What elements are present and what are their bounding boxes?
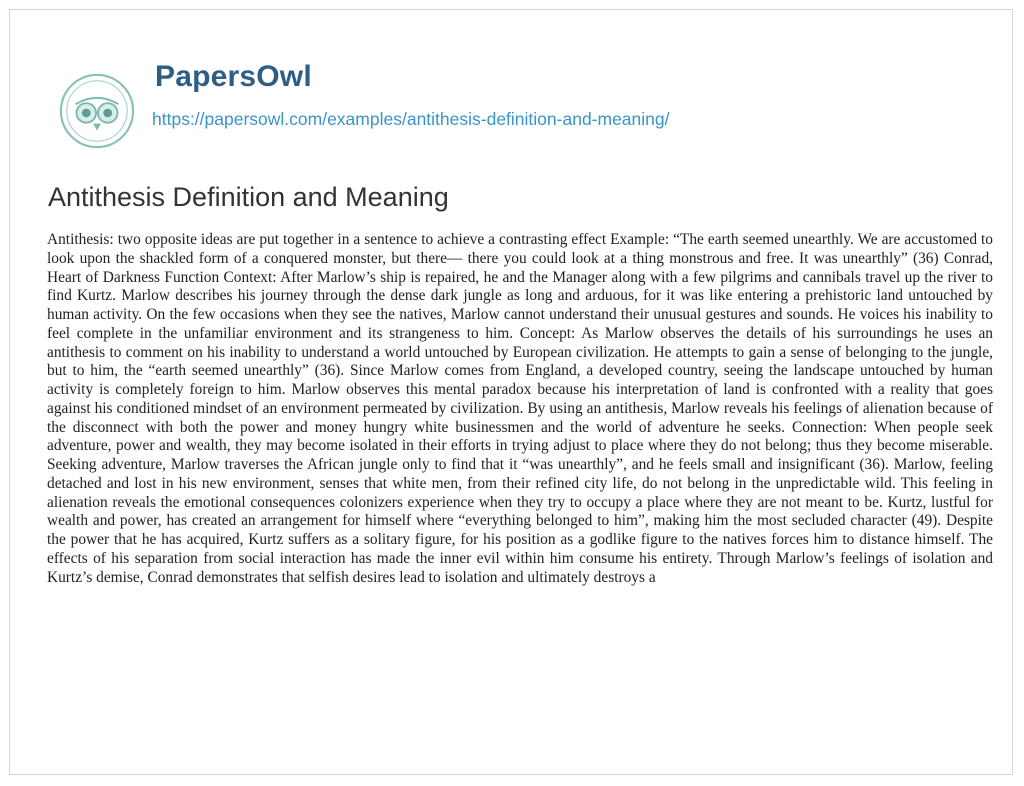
brand-name: PapersOwl (155, 60, 312, 93)
header (48, 62, 948, 142)
essay-body-text: Antithesis: two opposite ideas are put together in a sentence to achieve a contrasting effect Example: “The earth seemed unearthly. We are accustomed to look upon the shackled form of a conquered monster, but there— there you could look at a thing monstrous and free. It was unearthly” (36) Conrad, Heart of Darkness Function Context: After Marlow’s ship is repaired, he and the Manager along with a few pilgrims and cannibals travel up the river to find Kurtz. Marlow describes his journey through the dense dark jungle as long and arduous, for it was like entering a prehistoric land untouched by human activity. On the few occasions when they see the natives, Marlow cannot understand their unusual gestures and sounds. He voices his inability to feel complete in the unfamiliar environment and its strangeness to him. Concept: As Marlow observes the details of his surroundings he uses an antithesis to comment on his inability to understand a world untouched by European civilization. He attempts to gain a sense of belonging to the jungle, but to him, the “earth seemed unearthly” (36). Since Marlow comes from England, a developed country, seeing the landscape untouched by human activity is completely foreign to him. Marlow observes this mental paradox because his interpretation of land is confronted with a reality that goes against his conditioned mindset of an environment permeated by civilization. By using an antithesis, Marlow reveals his feelings of alienation because of the disconnect with both the power and money hungry white businessmen and the world of adventure he seeks. Connection: When people seek adventure, power and wealth, they may become isolated in their efforts in trying adjust to place where they do not belong; thus they become miserable. Seeking adventure, Marlow traverses the African jungle only to find that it “was unearthly”, and he feels small and insignificant (36). Marlow, feeling detached and lost in his new environment, senses that white men, from their refined city life, do not belong in the unpredictable wild. This feeling in alienation reveals the emotional consequences colonizers experience when they try to occupy a place where they are not meant to be. Kurtz, lustful for wealth and power, has created an arrangement for himself where “everything belonged to him”, making him the most secluded character (49). Despite the power that he has acquired, Kurtz suffers as a solitary figure, for his position as a godlike figure to the natives forces him to distance himself. The effects of his separation from social interaction has made the inner evil within him consume his entirety. Through Marlow’s feelings of isolation and Kurtz’s demise, Conrad demonstrates that selfish desires lead to isolation and ultimately destroys a (47, 231, 993, 586)
owl-logo-icon (58, 72, 136, 150)
document-page (9, 9, 1013, 775)
page-title: Antithesis Definition and Meaning (48, 182, 449, 212)
source-url-link[interactable]: https://papersowl.com/examples/antithesis-definition-and-meaning/ (152, 109, 670, 129)
